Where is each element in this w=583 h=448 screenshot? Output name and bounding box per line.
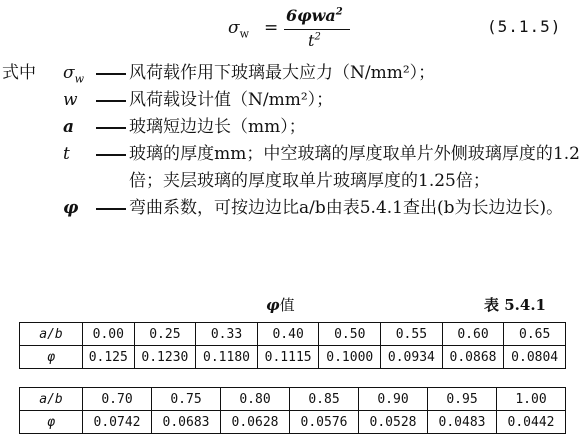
symbol-sigma-w: $\sigma_w$ — [63, 63, 85, 86]
definition-text: 玻璃短边边长（mm）； — [129, 117, 306, 137]
table-cell: 0.40 — [257, 323, 319, 346]
definition-t — [2, 141, 580, 195]
symbol-a: a — [63, 117, 75, 137]
table-cell: 0.90 — [359, 388, 428, 411]
table-cell: 0.0483 — [428, 411, 497, 434]
table-row-ratio — [20, 323, 566, 346]
symbol-w: w — [63, 90, 78, 110]
fraction-bar — [284, 29, 350, 30]
table-cell: 0.55 — [381, 323, 443, 346]
definition-w — [2, 87, 580, 114]
table-cell: 0.1180 — [196, 346, 258, 369]
formula-denominator: $t^2$ — [308, 31, 321, 50]
table-cell: 0.85 — [290, 388, 359, 411]
dash — [96, 127, 126, 129]
definition-sigma — [2, 60, 580, 87]
table-number: 表 5.4.1 — [484, 296, 546, 314]
formula-numerator: 6φwa$^2$ — [286, 6, 343, 25]
table-cell: 0.70 — [83, 388, 152, 411]
row-label-phi: φ — [20, 411, 83, 434]
table-row-phi — [20, 346, 566, 369]
table-cell: 0.0868 — [442, 346, 504, 369]
table-cell: 0.75 — [152, 388, 221, 411]
symbol-phi: φ — [63, 198, 79, 218]
table-cell: 0.0442 — [497, 411, 566, 434]
lead-word: 式中 — [2, 63, 36, 83]
table-cell: 0.80 — [221, 388, 290, 411]
symbol-t: t — [63, 144, 70, 164]
table-cell: 0.60 — [442, 323, 504, 346]
table-row-phi — [20, 411, 566, 434]
formula-lhs: $\sigma_w$ — [228, 18, 250, 41]
table-cell: 0.1230 — [134, 346, 196, 369]
table-cell: 1.00 — [497, 388, 566, 411]
definition-text: 玻璃的厚度mm；中空玻璃的厚度取单片外侧玻璃厚度的1.2倍；夹层玻璃的厚度取单片玻璃厚度的1.25倍； — [129, 144, 580, 191]
dash — [96, 100, 126, 102]
dash — [96, 154, 126, 156]
table-cell: 0.25 — [134, 323, 196, 346]
formula-5-1-5 — [228, 4, 368, 50]
table-cell: 0.0804 — [504, 346, 566, 369]
definition-text: 风荷载作用下玻璃最大应力（N/mm²）； — [129, 63, 436, 83]
row-label-ratio: a/b — [20, 388, 83, 411]
definition-text: 风荷载设计值（N/mm²）； — [129, 90, 334, 110]
formula-equals: = — [264, 18, 279, 38]
table-cell: 0.0628 — [221, 411, 290, 434]
definition-phi — [2, 195, 580, 222]
phi-table-part-2 — [19, 387, 566, 434]
table-cell: 0.65 — [504, 323, 566, 346]
table-cell: 0.1115 — [257, 346, 319, 369]
symbol-definitions — [2, 60, 580, 222]
table-cell: 0.1000 — [319, 346, 381, 369]
table-cell: 0.00 — [83, 323, 135, 346]
table-cell: 0.0683 — [152, 411, 221, 434]
table-cell: 0.0742 — [83, 411, 152, 434]
row-label-phi: φ — [20, 346, 83, 369]
definition-text: 弯曲系数，可按边边比a/b由表5.4.1查出(b为长边边长)。 — [129, 198, 564, 218]
table-cell: 0.0576 — [290, 411, 359, 434]
table-cell: 0.0528 — [359, 411, 428, 434]
table-caption — [0, 292, 583, 318]
table-row-ratio — [20, 388, 566, 411]
row-label-ratio: a/b — [20, 323, 83, 346]
table-cell: 0.125 — [83, 346, 135, 369]
phi-table-part-1 — [19, 322, 566, 369]
table-title: φ值 — [266, 296, 295, 314]
equation-number: (5.1.5) — [487, 17, 562, 36]
definition-a — [2, 114, 580, 141]
table-cell: 0.50 — [319, 323, 381, 346]
dash — [96, 208, 126, 210]
table-cell: 0.0934 — [381, 346, 443, 369]
table-cell: 0.95 — [428, 388, 497, 411]
dash — [96, 73, 126, 75]
table-cell: 0.33 — [196, 323, 258, 346]
